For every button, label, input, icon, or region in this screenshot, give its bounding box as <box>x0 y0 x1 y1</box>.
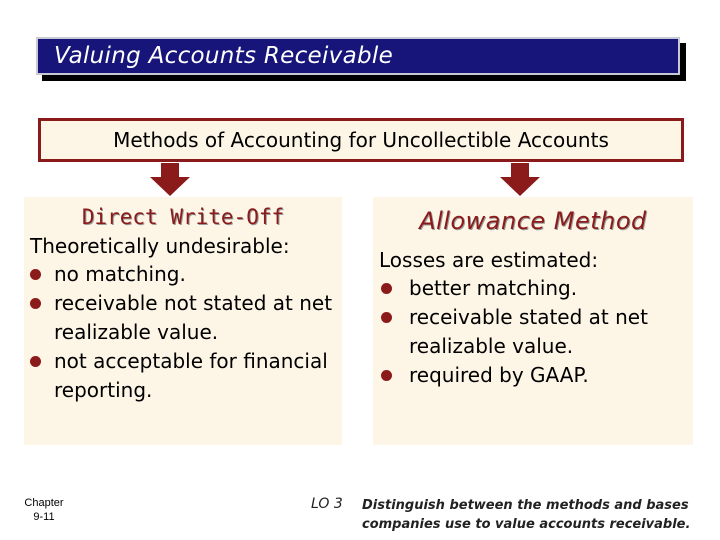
methods-header-text: Methods of Accounting for Uncollectible Accounts <box>113 128 609 152</box>
methods-header <box>38 118 684 162</box>
bullet-text: required by GAAP. <box>409 363 589 387</box>
bullet-icon <box>30 269 41 280</box>
chapter-number: 9-11 <box>33 511 55 523</box>
bullet-text: better matching. <box>409 276 578 300</box>
list-item <box>24 260 342 289</box>
bullet-icon <box>381 370 392 381</box>
bullet-text: receivable stated at net realizable value. <box>409 305 648 358</box>
bullet-text: no matching. <box>54 262 186 286</box>
allowance-method-heading: Allowance Method <box>419 207 647 235</box>
allowance-method-list <box>373 274 693 390</box>
chapter-label <box>18 496 70 524</box>
bullet-icon <box>381 312 392 323</box>
title-banner <box>36 37 680 75</box>
bullet-icon <box>30 356 41 367</box>
down-arrow-icon <box>150 163 190 197</box>
chapter-text: Chapter <box>24 497 64 509</box>
list-item <box>373 303 693 361</box>
bullet-icon <box>30 298 41 309</box>
direct-write-off-panel <box>24 197 342 445</box>
learning-objective-label: LO 3 <box>311 496 343 512</box>
direct-write-off-intro: Theoretically undesirable: <box>30 234 290 258</box>
allowance-method-intro: Losses are estimated: <box>379 248 599 272</box>
direct-write-off-heading: Direct Write-Off <box>81 205 285 229</box>
allowance-method-panel <box>373 197 693 445</box>
list-item <box>373 361 693 390</box>
learning-objective-text: Distinguish between the methods and bases companies use to value accounts receivable. <box>362 498 691 532</box>
list-item <box>373 274 693 303</box>
slide-title: Valuing Accounts Receivable <box>54 43 394 69</box>
list-item <box>24 347 342 405</box>
list-item <box>24 289 342 347</box>
bullet-text: receivable not stated at net realizable value. <box>54 291 333 344</box>
direct-write-off-list <box>24 260 342 405</box>
bullet-icon <box>381 283 392 294</box>
down-arrow-icon <box>500 163 540 197</box>
bullet-text: not acceptable for financial reporting. <box>54 349 328 402</box>
